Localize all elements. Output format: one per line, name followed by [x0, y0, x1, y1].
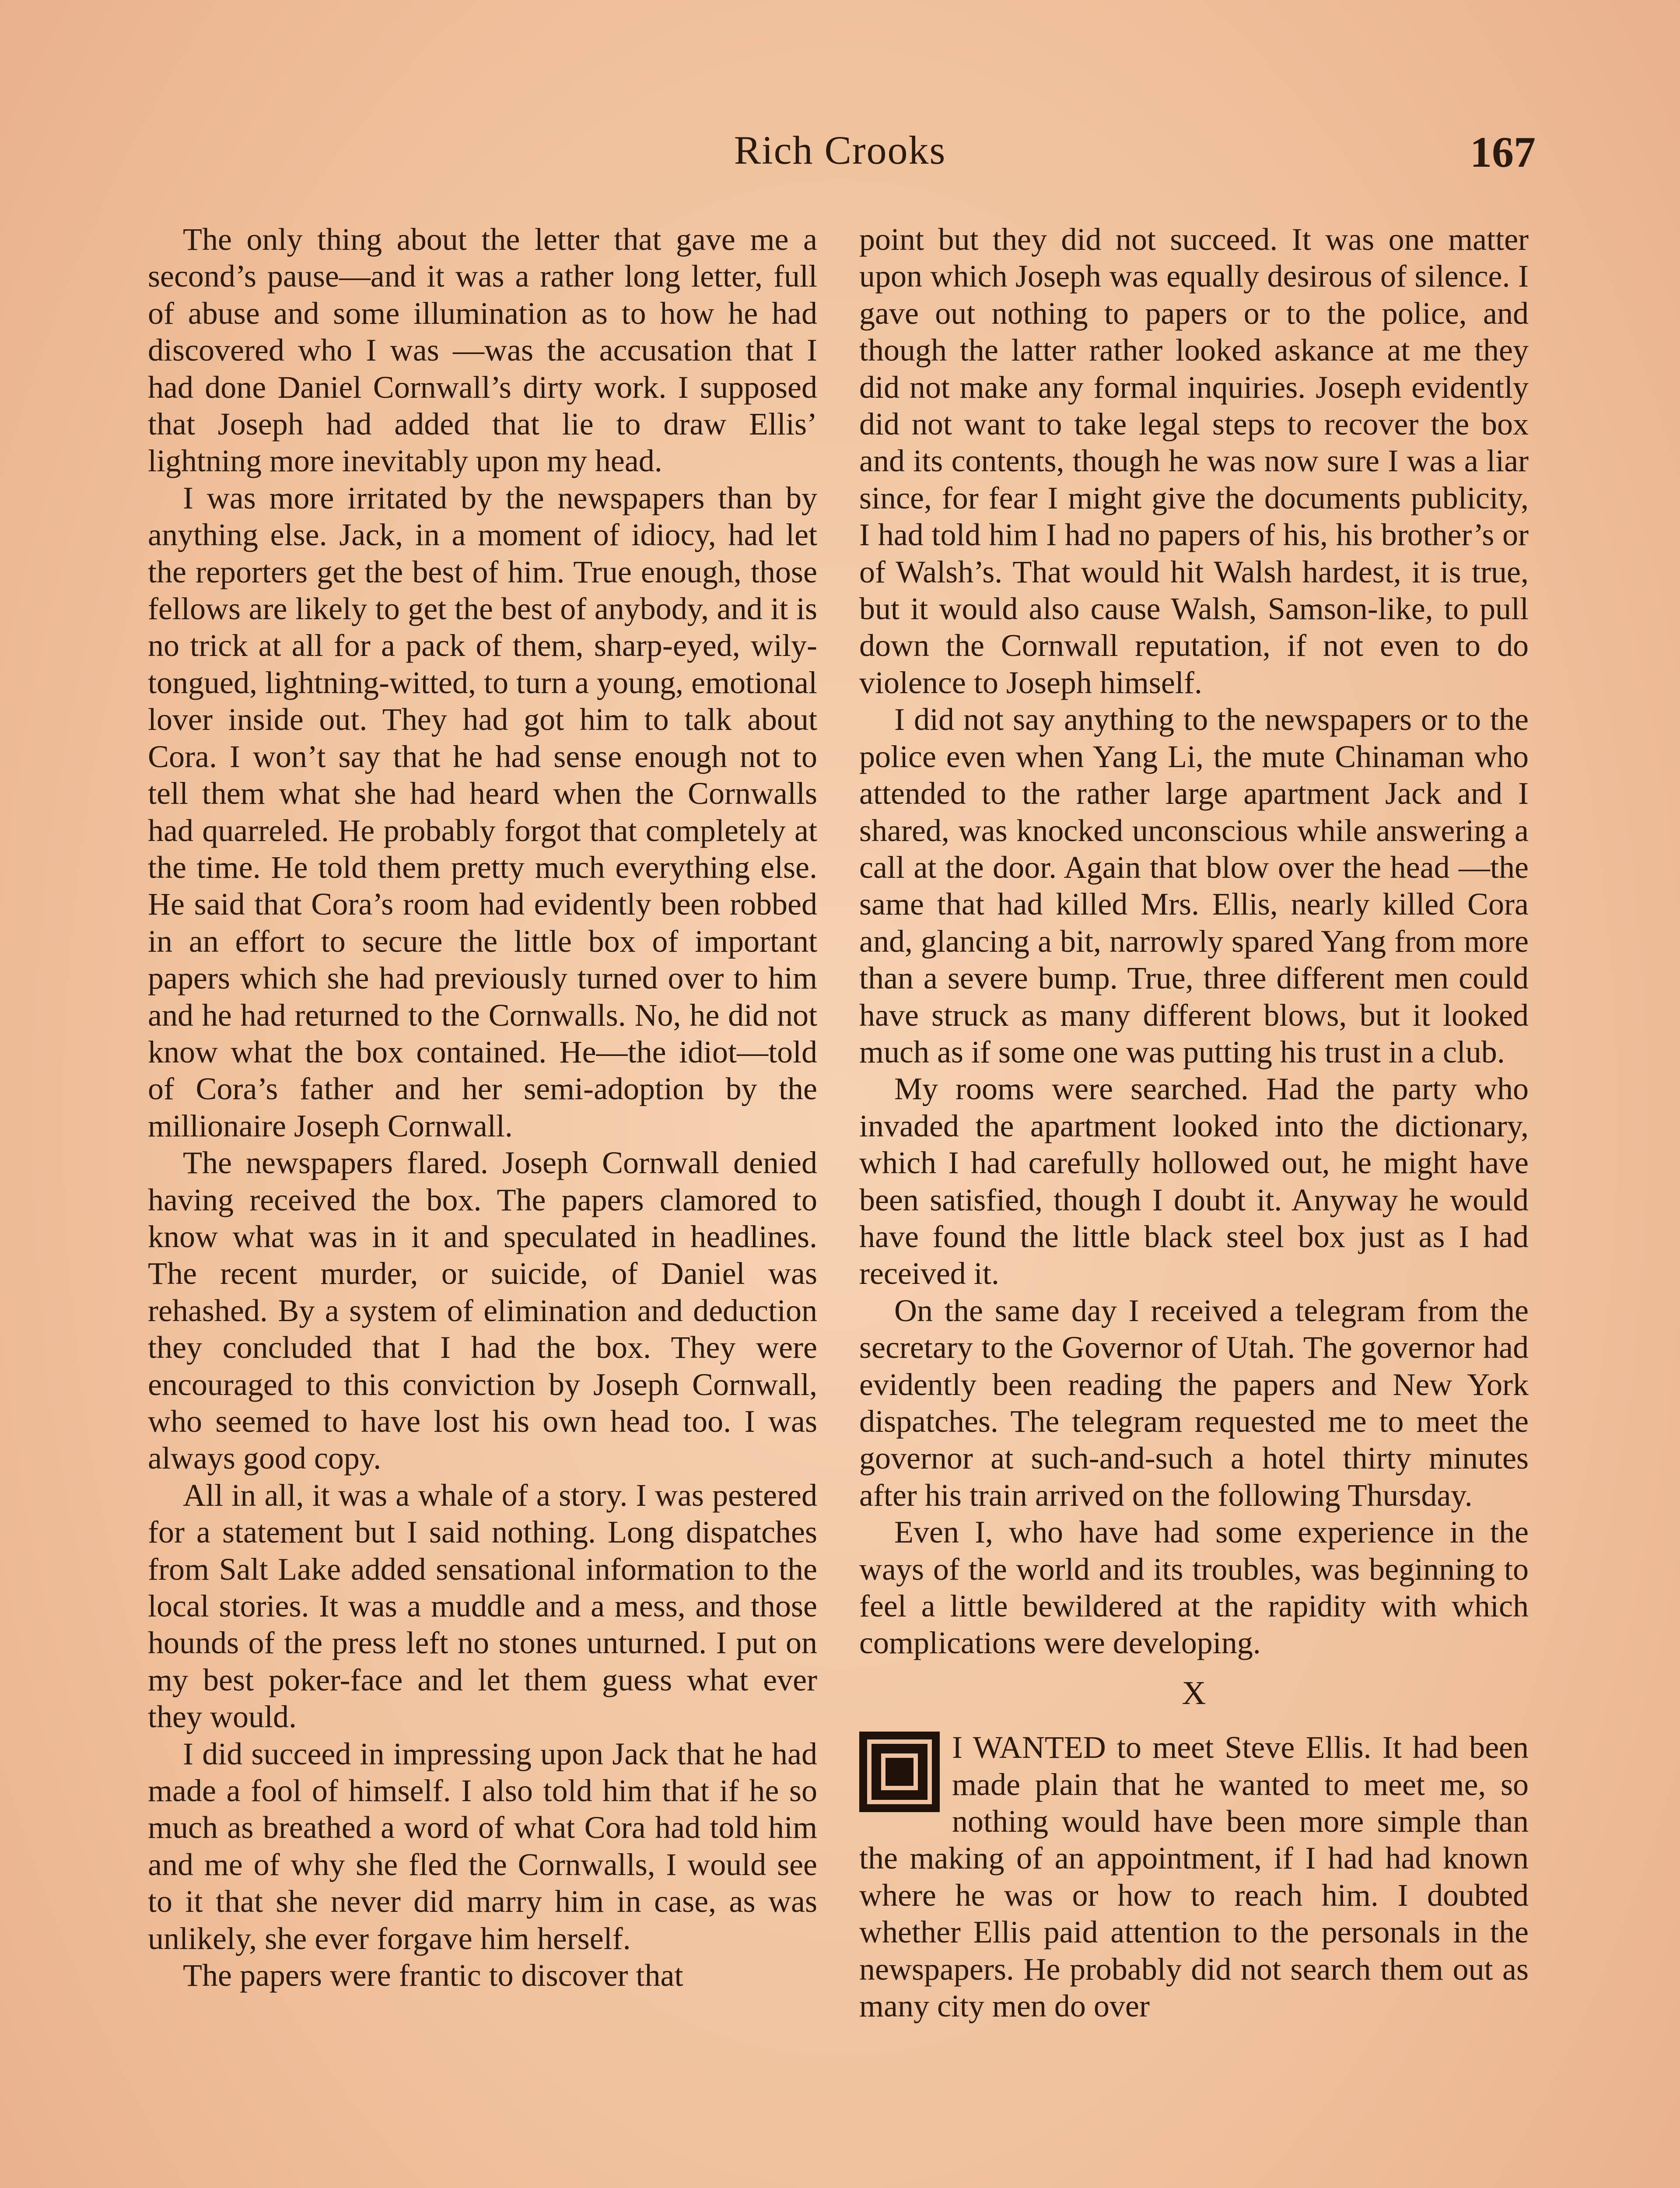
paragraph: On the same day I received a telegram from the secretary to the Governor of Utah. The governor had evidently been reading the papers and New York dispatches. The telegram requested me to meet the governor at such-and-such a hotel thirty minutes after his train arrived on the following Thursday. [859, 1293, 1529, 1513]
left-column [148, 221, 817, 1994]
paragraph: point but they did not succeed. It was one matter upon which Joseph was equally desirous of silence. I gave out nothing to papers or to the police, and though the latter rather looked askance at me they did not make any formal inquiries. Joseph evidently did not want to take legal steps to recover the box and its contents, though he was now sure I was a liar since, for fear I might give the documents publicity, I had told him I had no papers of his, his brother’s or of Walsh’s. That would hit Walsh hardest, it is true, but it would also cause Walsh, Samson-like, to pull down the Cornwall reputation, if not even to do violence to Joseph himself. [859, 222, 1529, 700]
dropcap-paragraph-text: I WANTED to meet Steve Ellis. It had been made plain that he wanted to meet me, so nothing would have been more simple than the making of an appointment, if I had had known where he was or how to reach him. I doubted whether Ellis paid attention to the personals in the newspapers. He probably did not search them out as many city men do over [859, 1730, 1529, 2024]
section-marker: X [1182, 1674, 1206, 1711]
paragraph: Even I, who have had some experience in the ways of the world and its troubles, was beginning to feel a little bewildered at the rapidity with which complications were developing. [859, 1515, 1529, 1661]
paragraph: The newspapers flared. Joseph Cornwall denied having received the box. The papers clamored to know what was in it and speculated in headlines. The recent murder, or suicide, of Daniel was rehashed. By a system of elimination and deduction they concluded that I had the box. They were encouraged to this conviction by Joseph Cornwall, who seemed to have lost his own head too. I was always good copy. [148, 1145, 817, 1476]
paragraph: My rooms were searched. Had the party who invaded the apartment looked into the dictionary, which I had carefully hollowed out, he might have been satisfied, though I doubt it. Anyway he would have found the little black steel box just as I had received it. [859, 1071, 1529, 1291]
dropcap-paragraph [859, 1729, 1529, 2024]
paragraph: The papers were frantic to discover that [183, 1958, 683, 1993]
ornamental-dropcap-icon [859, 1732, 940, 1812]
right-column [859, 221, 1529, 2025]
paragraph: I was more irritated by the newspapers than by anything else. Jack, in a moment of idiocy, had let the reporters get the best of him. True enough, those fellows are likely to get the best of anybody, and it is no trick at all for a pack of them, sharp-eyed, wily-tongued, lightning-witted, to turn a young, emotional lover inside out. They had got him to talk about Cora. I won’t say that he had sense enough not to tell them what she had heard when the Cornwalls had quarreled. He probably forgot that completely at the time. He told them pretty much everything else. He said that Cora’s room had evidently been robbed in an effort to secure the little box of important papers which she had previously turned over to him and he had returned to the Cornwalls. No, he did not know what the box contained. He—the idiot—told of Cora’s father and her semi-adoption by the millionaire Joseph Cornwall. [148, 480, 817, 1143]
page-header [144, 127, 1536, 188]
paragraph: I did not say anything to the newspapers or to the police even when Yang Li, the mute Chinaman who attended to the rather large apartment Jack and I shared, was knocked unconscious while answering a call at the door. Again that blow over the head —the same that had killed Mrs. Ellis, nearly killed Cora and, glancing a bit, narrowly spared Yang from more than a severe bump. True, three different men could have struck as many different blows, but it looked much as if some one was putting his trust in a club. [859, 702, 1529, 1069]
running-head: Rich Crooks [734, 128, 946, 172]
paragraph: I did succeed in impressing upon Jack that he had made a fool of himself. I also told him that if he so much as breathed a word of what Cora had told him and me of why she fled the Cornwalls, I would see to it that she never did marry him in case, as was unlikely, she ever forgave him herself. [148, 1736, 817, 1956]
paragraph: All in all, it was a whale of a story. I was pestered for a statement but I said nothing. Long dispatches from Salt Lake added sensational information to the local stories. It was a muddle and a mess, and those hounds of the press left no stones unturned. I put on my best poker-face and let them guess what ever they would. [148, 1477, 817, 1735]
page-number: 167 [1470, 128, 1536, 176]
paragraph: The only thing about the letter that gave me a second’s pause—and it was a rather long letter, full of abuse and some illumination as to how he had discovered who I was —was the accusation that I had done Daniel Cornwall’s dirty work. I supposed that Joseph had added that lie to draw Ellis’ lightning more inevitably upon my head. [148, 222, 817, 479]
